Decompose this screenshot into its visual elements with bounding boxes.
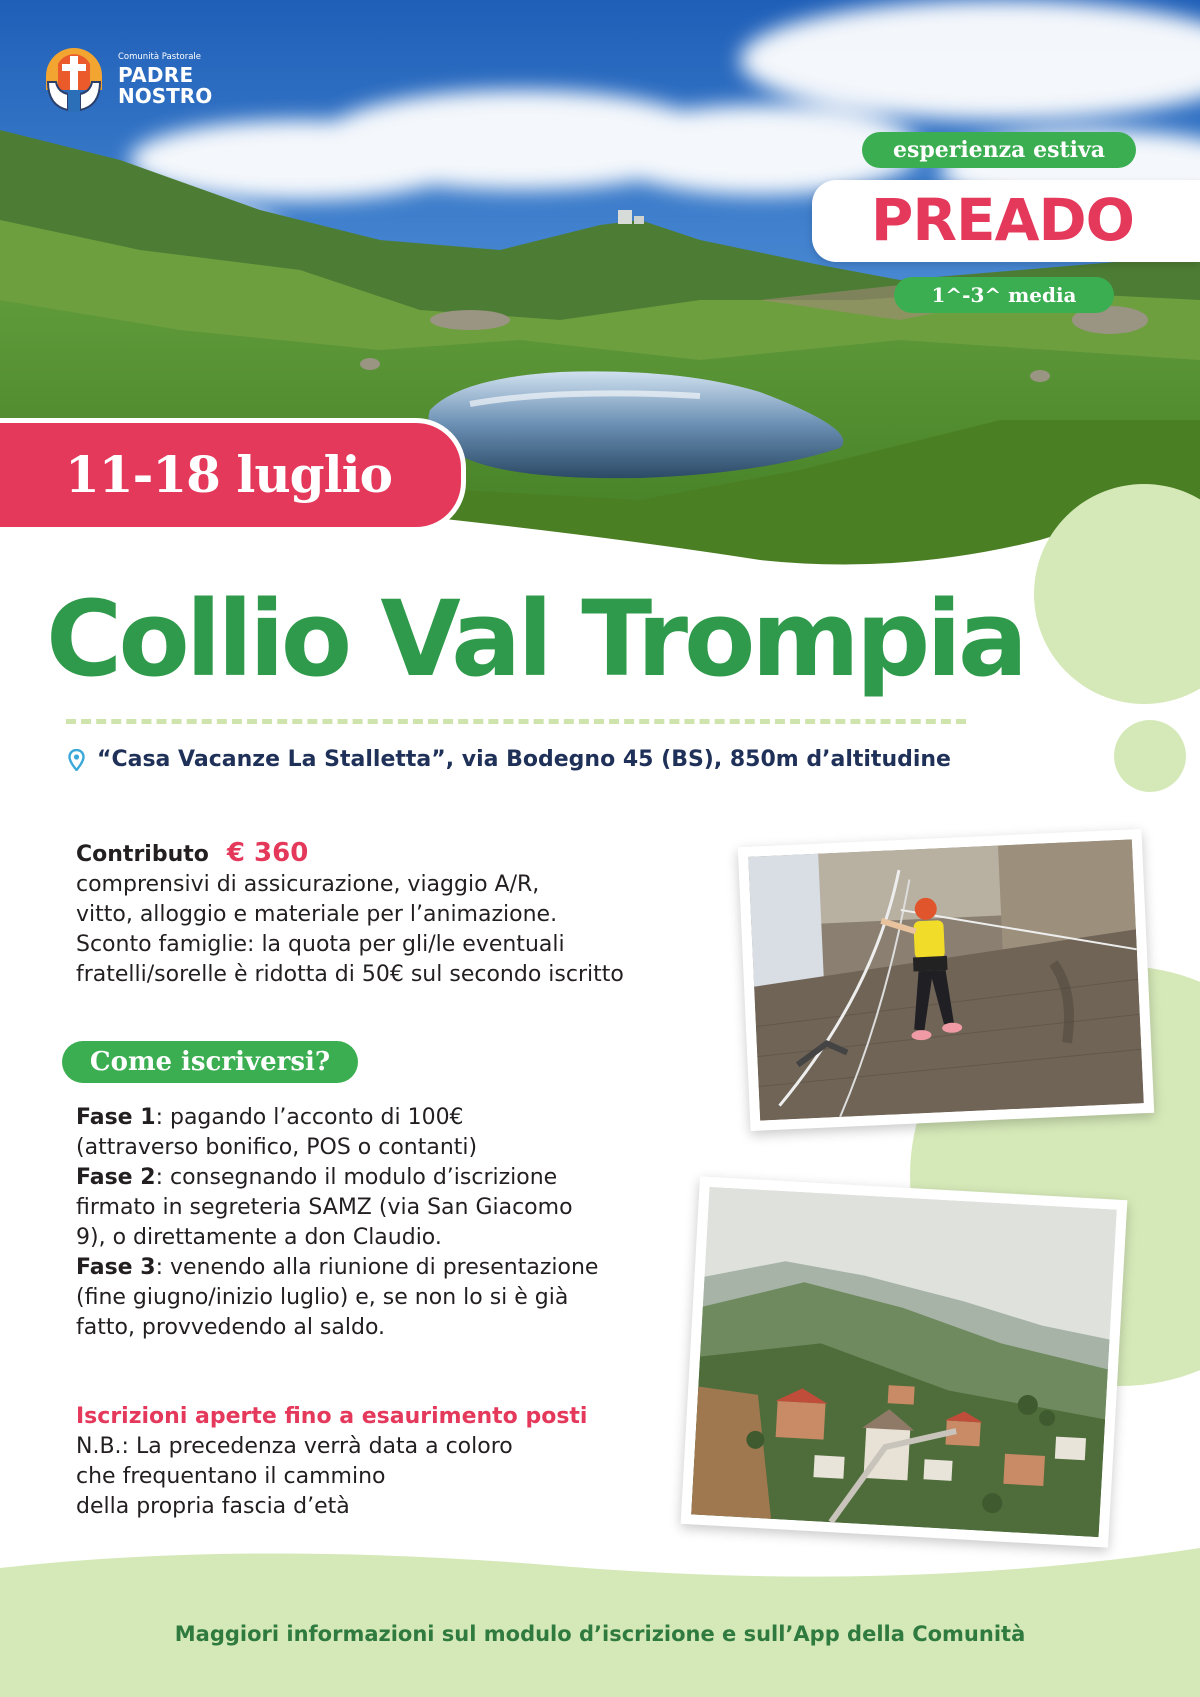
group-tag-label: PREADO xyxy=(870,186,1134,254)
steps-block xyxy=(76,1103,676,1343)
contribution-block xyxy=(76,838,716,990)
contribution-label: Contributo xyxy=(76,842,209,867)
town-aerial-photo xyxy=(681,1176,1128,1547)
registration-line: della propria fascia d’età xyxy=(76,1494,350,1519)
deco-circle-small xyxy=(1114,720,1186,792)
step-line: (attraverso bonifico, POS o contanti) xyxy=(76,1135,478,1160)
logo-subtitle: Comunità Pastorale xyxy=(118,51,202,62)
contribution-line: Sconto famiglie: la quota per gli/le eventuali xyxy=(76,932,565,957)
title-divider xyxy=(66,719,966,724)
grades-tag: 1^-3^ media xyxy=(894,277,1114,313)
registration-note xyxy=(76,1402,676,1522)
step-line: (fine giugno/inizio luglio) e, se non lo si è già xyxy=(76,1285,569,1310)
cross-hands-logo-icon xyxy=(44,46,104,114)
step-label: Fase 3 xyxy=(76,1255,156,1280)
community-logo xyxy=(44,46,212,114)
date-pill xyxy=(0,418,466,532)
contribution-amount: € 360 xyxy=(226,838,309,868)
contribution-line: fratelli/sorelle è ridotta di 50€ sul secondo iscritto xyxy=(76,962,624,987)
step-text: : pagando l’acconto di 100€ xyxy=(155,1105,464,1130)
step-line xyxy=(76,1103,676,1133)
step-line: firmato in segreteria SAMZ (via San Giacomo xyxy=(76,1195,573,1220)
how-to-heading: Come iscriversi? xyxy=(62,1041,358,1083)
step-line: 9), o direttamente a don Claudio. xyxy=(76,1225,442,1250)
rope-course-photo xyxy=(738,829,1154,1131)
logo-name-line1: PADRE xyxy=(118,63,194,88)
logo-name-line2: NOSTRO xyxy=(118,84,213,109)
registration-line: che frequentano il cammino xyxy=(76,1464,386,1489)
experience-tag: esperienza estiva xyxy=(862,132,1136,168)
group-tag xyxy=(812,180,1200,262)
contribution-line: vitto, alloggio e materiale per l’animazione. xyxy=(76,902,558,927)
page-title: Collio Val Trompia xyxy=(46,578,1025,700)
footer-wave xyxy=(0,1540,1200,1697)
address-text: “Casa Vacanze La Stalletta”, via Bodegno 45 (BS), 850m d’altitudine xyxy=(97,747,951,772)
step-label: Fase 1 xyxy=(76,1105,156,1130)
step-text: : venendo alla riunione di presentazione xyxy=(155,1255,599,1280)
date-label: 11-18 luglio xyxy=(65,445,392,504)
step-text: : consegnando il modulo d’iscrizione xyxy=(155,1165,558,1190)
location-pin-icon xyxy=(68,749,85,771)
step-label: Fase 2 xyxy=(76,1165,156,1190)
registration-line: N.B.: La precedenza verrà data a coloro xyxy=(76,1434,513,1459)
step-line xyxy=(76,1253,676,1283)
address-line xyxy=(68,747,951,772)
footer-info: Maggiori informazioni sul modulo d’iscrizione e sull’App della Comunità xyxy=(174,1622,1026,1646)
registration-heading: Iscrizioni aperte fino a esaurimento posti xyxy=(76,1404,588,1429)
step-line xyxy=(76,1163,676,1193)
contribution-line: comprensivi di assicurazione, viaggio A/R, xyxy=(76,872,540,897)
step-line: fatto, provvedendo al saldo. xyxy=(76,1315,386,1340)
